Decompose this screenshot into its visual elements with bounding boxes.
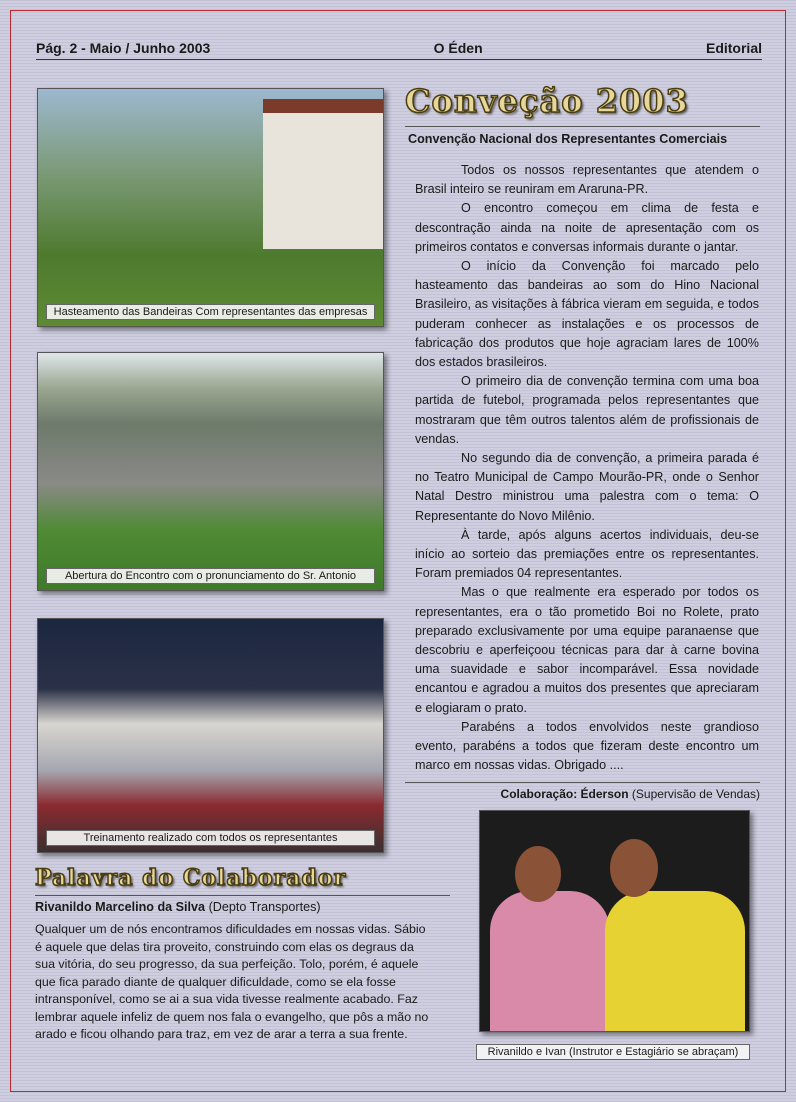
paragraph: Parabéns a todos envolvidos neste grandioso evento, parabéns a todos que fizeram deste encontro um marco em nossas vidas. Obrigado .... xyxy=(415,719,759,773)
section-name: Editorial xyxy=(705,40,762,56)
page-info: Pág. 2 - Maio / Junho 2003 xyxy=(36,40,211,56)
paragraph: No segundo dia de convenção, a primeira parada é no Teatro Municipal de Campo Mourão-PR, onde o Senhor Natal Destro ministrou uma palestra com o tema: O Representante do Novo Milênio. xyxy=(415,451,759,523)
article-body xyxy=(415,161,759,776)
colaborador-byline xyxy=(35,899,450,915)
photo-opening xyxy=(37,352,384,591)
publication-name: O Éden xyxy=(433,40,483,56)
divider xyxy=(405,126,760,127)
photo-training xyxy=(37,618,384,853)
photo-caption: Treinamento realizado com todos os representantes xyxy=(46,830,375,846)
paragraph: O encontro começou em clima de festa e descontração ainda na noite de apresentação com os primeiros contatos e conversas informais durante o jantar. xyxy=(415,201,759,254)
article-credit xyxy=(405,787,760,802)
article xyxy=(405,80,760,802)
photo-rivanildo-ivan xyxy=(479,810,750,1032)
paragraph: O primeiro dia de convenção termina com uma boa partida de futebol, programada pelos representantes que mostraram que têm outros talentos além de profissionais de vendas. xyxy=(415,374,759,446)
paragraph: Todos os nossos representantes que atendem o Brasil inteiro se reuniram em Araruna-PR. xyxy=(415,163,759,197)
paragraph: O início da Convenção foi marcado pelo hasteamento das bandeiras ao som do Hino Nacional Brasileiro, as visitações à fábrica vieram em seguida, e todos puderam conhecer as instalações e os processos de fabricação dos produtos que hoje agraciam lares de 100% dos estados brasileiros. xyxy=(415,259,759,370)
colaborador-text: Qualquer um de nós encontramos dificuldades em nossas vidas. Sábio é aquele que delas tira proveito, construindo com elas os degraus da sua vitória, do seu progresso, da sua perfeição. Tolo, porém, é aquele que fica parado diante de qualquer dificuldade, como se ela fosse intransponível, como se ai a sua vida tivesse realmente acabado. Faz lembrar aquele infeliz de quem nos fala o evangelho, que pôs a mão no arado e ficou olhando para traz, em vez de arar a terra a sua frente. xyxy=(35,922,429,1041)
credit-author: Colaboração: Éderson xyxy=(500,786,629,801)
colaborador-title: Palavra do Colaborador xyxy=(35,865,347,891)
photo-caption: Abertura do Encontro com o pronunciamento do Sr. Antonio xyxy=(46,568,375,584)
article-title: Conveção 2003 xyxy=(405,82,689,120)
divider xyxy=(405,782,760,783)
colaborador-section xyxy=(35,864,450,1044)
photo-flag-raising xyxy=(37,88,384,327)
article-subtitle: Convenção Nacional dos Representantes Comerciais xyxy=(408,132,728,146)
photo-caption: Hasteamento das Bandeiras Com representantes das empresas xyxy=(46,304,375,320)
photo-caption: Rivanildo e Ivan (Instrutor e Estagiário se abraçam) xyxy=(476,1044,750,1060)
paragraph: À tarde, após alguns acertos individuais, deu-se início ao sorteio das premiações entre os representantes. Foram premiados 04 representantes. xyxy=(415,527,759,581)
paragraph: Mas o que realmente era esperado por todos os representantes, era o tão prometido Boi no Rolete, prato preparado exclusivamente por uma equipe paranaense que descobriu e aperfeiçoou técnicas para dar à carne bovina uma suavidade e sabor incomparável. Essa novidade encantou e agradou a muitos dos presentes que apreciaram e elogiaram o prato. xyxy=(415,585,759,715)
colaborador-name: Rivanildo Marcelino da Silva xyxy=(35,900,206,914)
colaborador-dept: (Depto Transportes) xyxy=(208,900,321,914)
divider xyxy=(35,895,450,896)
page-header xyxy=(36,40,762,60)
credit-role: (Supervisão de Vendas) xyxy=(631,786,760,801)
